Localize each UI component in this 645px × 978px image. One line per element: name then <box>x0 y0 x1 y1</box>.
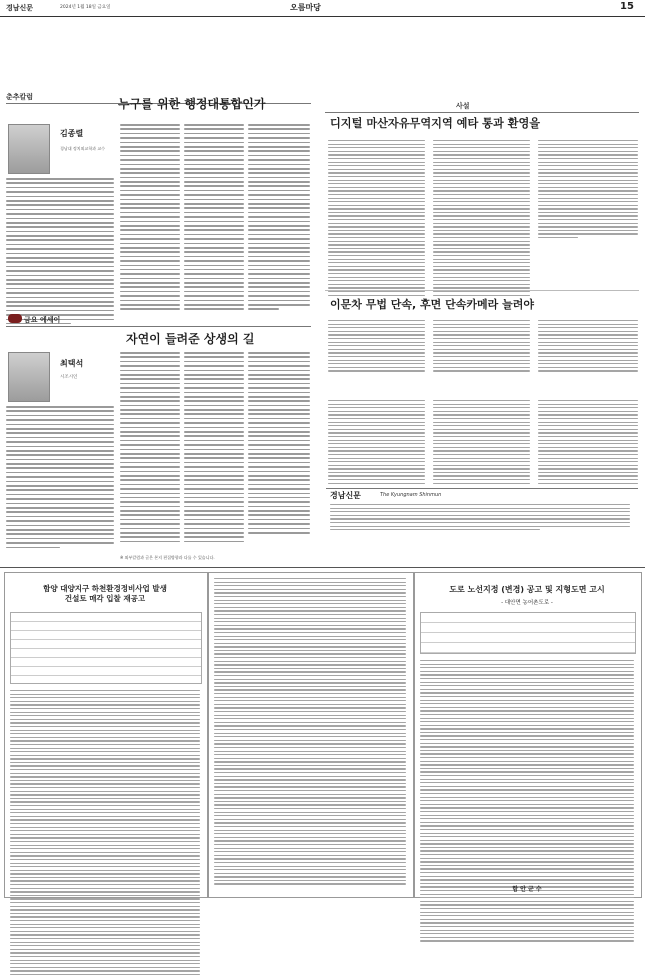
column1-label: 춘추칼럼 <box>6 93 34 101</box>
body-text <box>433 320 530 374</box>
divider <box>0 567 645 568</box>
ad2-subtitle: - 대안면 농어촌도로 - <box>501 600 553 606</box>
column2-label: 금요 에세이 <box>24 316 61 324</box>
masthead-logo: 경남신문 <box>330 491 361 500</box>
body-text <box>248 124 310 313</box>
body-text <box>433 400 530 486</box>
masthead-info <box>330 504 630 533</box>
body-text <box>248 352 310 536</box>
editorial-label: 사설 <box>456 102 470 110</box>
body-text <box>6 406 114 551</box>
body-text <box>538 400 638 486</box>
body-text <box>328 400 425 486</box>
divider <box>325 290 639 291</box>
body-text <box>328 140 425 298</box>
body-text <box>120 124 180 313</box>
editorial-title-2: 이문차 무법 단속, 후면 단속카메라 늘려야 <box>330 298 534 311</box>
issue-date: 2024년 1월 18일 금요일 <box>60 5 111 10</box>
column1-title: 누구를 위한 행정대통합인가 <box>118 97 266 111</box>
ad-signature: 함 안 군 수 <box>512 886 542 893</box>
ad2-title: 도로 노선지정 (변경) 공고 및 지형도면 고시 <box>449 585 605 594</box>
author-photo <box>8 352 50 402</box>
ad2-text <box>214 578 406 887</box>
paper-name: 경남신문 <box>6 4 34 12</box>
body-text <box>184 352 244 545</box>
author-title: 경남대 정치외교학과 교수 <box>60 146 106 151</box>
author-name: 김종렬 <box>60 129 84 138</box>
ad1-table <box>10 612 202 684</box>
section-name: 오름마당 <box>290 3 321 12</box>
divider <box>6 326 311 327</box>
masthead-logo-en: The Kyungnam Shinmun <box>380 492 442 498</box>
author-photo <box>8 124 50 174</box>
editorial-title-1: 디지털 마산자유무역지역 예타 통과 환영을 <box>330 117 541 130</box>
body-text <box>120 352 180 545</box>
body-text <box>538 320 638 374</box>
ad1-title: 함양 대양지구 하천환경정비사업 발생 건설토 매각 입찰 재공고 <box>43 584 167 603</box>
ad3-table <box>420 612 636 654</box>
ad3-text <box>420 660 634 944</box>
page-number: 15 <box>620 1 634 12</box>
column2-title: 자연이 들려준 상생의 길 <box>126 332 255 346</box>
body-text <box>328 320 425 374</box>
section-bullet <box>8 314 22 323</box>
divider <box>325 112 639 113</box>
body-text <box>184 124 244 313</box>
body-text <box>433 140 530 298</box>
ad1-text <box>10 690 200 978</box>
author-title: 시조시인 <box>60 375 78 380</box>
body-text <box>6 178 114 327</box>
footnote: ※ 외부칼럼과 글은 본지 편집방향과 다를 수 있습니다. <box>120 555 215 560</box>
body-text <box>538 140 638 241</box>
author-name: 최택석 <box>60 359 84 368</box>
